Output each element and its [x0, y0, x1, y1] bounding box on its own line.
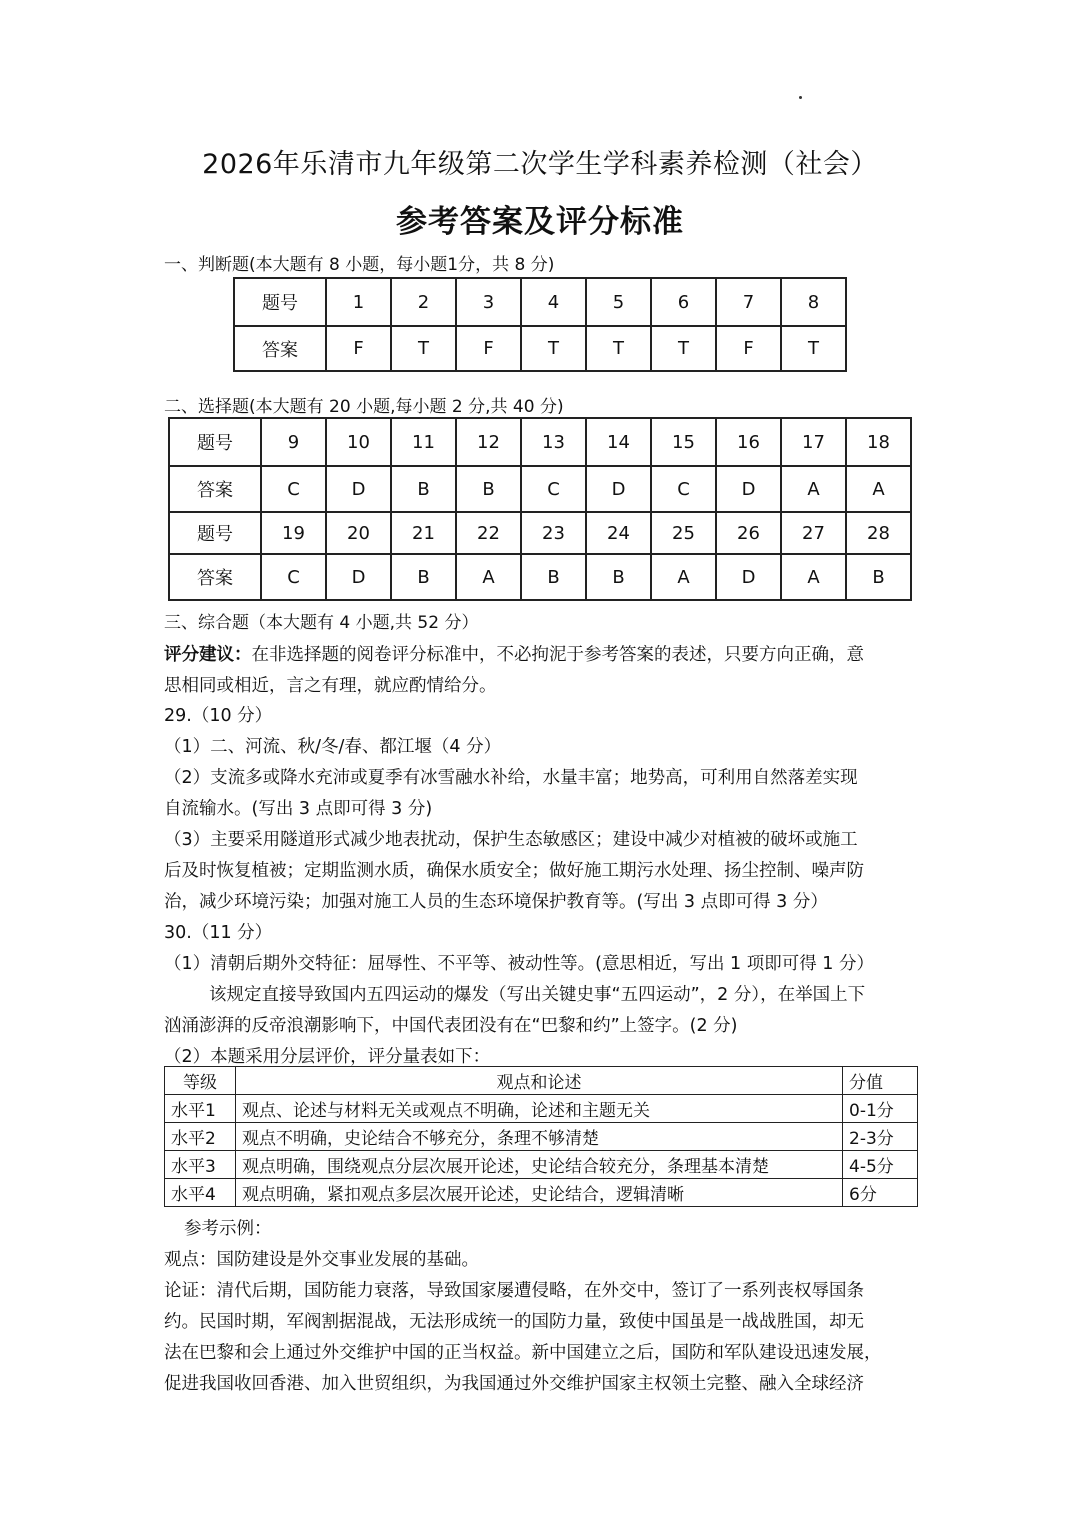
question-number: 28 [846, 512, 911, 554]
answer-cell: D [586, 466, 651, 512]
column-header: 分值 [843, 1067, 918, 1095]
description-cell: 观点不明确，史论结合不够充分，条理不够清楚 [236, 1123, 843, 1151]
argument-text: 促进我国收回香港、加入世贸组织，为我国通过外交维护国家主权领土完整、融入全球经济 [164, 1374, 864, 1394]
row-label: 答案 [169, 466, 261, 512]
question-number: 16 [716, 418, 781, 466]
description-cell: 观点、论述与材料无关或观点不明确，论述和主题无关 [236, 1095, 843, 1123]
answer-cell: D [716, 466, 781, 512]
question-number: 23 [521, 512, 586, 554]
advice-text: 在非选择题的阅卷评分标准中，不必拘泥于参考答案的表述，只要方向正确，意 [251, 645, 864, 665]
answer-cell: A [781, 466, 846, 512]
advice-text: 思相同或相近，言之有理，就应酌情给分。 [164, 676, 497, 696]
section2-heading: 二、选择题(本大题有 20 小题,每小题 2 分,共 40 分) [164, 397, 564, 417]
reference-example [164, 1214, 918, 1400]
answer-cell: D [716, 554, 781, 600]
level-cell: 水平1 [165, 1095, 236, 1123]
question-number: 24 [586, 512, 651, 554]
question-number: 22 [456, 512, 521, 554]
answer-cell: C [651, 466, 716, 512]
answer-cell: C [261, 466, 326, 512]
question-number: 9 [261, 418, 326, 466]
table-row [169, 418, 911, 466]
answer-cell: B [391, 466, 456, 512]
scan-speck [799, 96, 802, 99]
question-30 [164, 918, 918, 1073]
level-cell: 水平2 [165, 1123, 236, 1151]
question-head: 29.（10 分） [164, 706, 273, 726]
question-number: 18 [846, 418, 911, 466]
question-head: 30.（11 分） [164, 923, 273, 943]
multiple-choice-answer-table [168, 417, 912, 601]
question-number: 15 [651, 418, 716, 466]
answer-cell: T [391, 326, 456, 371]
answer-cell: B [521, 554, 586, 600]
row-label: 题号 [234, 278, 326, 326]
score-cell: 6分 [843, 1179, 918, 1207]
answer-cell: A [456, 554, 521, 600]
answer-text: 后及时恢复植被；定期监测水质，确保水质安全；做好施工期污水处理、扬尘控制、噪声防 [164, 861, 864, 881]
answer-text: （1）二、河流、秋/冬/春、都江堰（4 分） [164, 737, 502, 757]
answer-cell: B [586, 554, 651, 600]
question-number: 25 [651, 512, 716, 554]
question-number: 3 [456, 278, 521, 326]
answer-cell: C [521, 466, 586, 512]
example-label: 参考示例： [184, 1219, 272, 1239]
answer-cell: T [781, 326, 846, 371]
answer-cell: D [326, 466, 391, 512]
answer-cell: B [456, 466, 521, 512]
answer-text: 该规定直接导致国内五四运动的爆发（写出关键史事“五四运动”，2 分），在举国上下 [209, 985, 866, 1005]
question-number: 10 [326, 418, 391, 466]
question-number: 7 [716, 278, 781, 326]
page-title: 2026年乐清市九年级第二次学生学科素养检测（社会） [202, 149, 878, 180]
answer-text: （2）本题采用分层评价，评分量表如下： [164, 1047, 491, 1067]
question-number: 14 [586, 418, 651, 466]
score-cell: 2-3分 [843, 1123, 918, 1151]
table-row [165, 1123, 918, 1151]
row-label: 题号 [169, 418, 261, 466]
answer-cell: C [261, 554, 326, 600]
question-number: 12 [456, 418, 521, 466]
question-number: 2 [391, 278, 456, 326]
question-number: 6 [651, 278, 716, 326]
answer-text: 自流输水。(写出 3 点即可得 3 分) [164, 799, 433, 819]
description-cell: 观点明确，围绕观点分层次展开论述，史论结合较充分，条理基本清楚 [236, 1151, 843, 1179]
table-row [165, 1095, 918, 1123]
question-number: 19 [261, 512, 326, 554]
row-label: 答案 [234, 326, 326, 371]
question-number: 13 [521, 418, 586, 466]
question-number: 8 [781, 278, 846, 326]
level-cell: 水平3 [165, 1151, 236, 1179]
answer-cell: B [391, 554, 456, 600]
answer-text: （3）主要采用隧道形式减少地表扰动，保护生态敏感区；建设中减少对植被的破坏或施工 [164, 830, 858, 850]
column-header: 等级 [165, 1067, 236, 1095]
answer-text: （1）清朝后期外交特征：屈辱性、不平等、被动性等。(意思相近，写出 1 项即可得 1 分） [164, 954, 874, 974]
column-header: 观点和论述 [236, 1067, 843, 1095]
answer-cell: B [846, 554, 911, 600]
section3-heading: 三、综合题（本大题有 4 小题,共 52 分） [164, 613, 479, 633]
question-number: 26 [716, 512, 781, 554]
answer-cell: A [781, 554, 846, 600]
answer-cell: T [521, 326, 586, 371]
answer-cell: T [651, 326, 716, 371]
table-row [169, 466, 911, 512]
section1-heading: 一、判断题(本大题有 8 小题，每小题1分，共 8 分) [164, 255, 555, 275]
argument-text: 论证：清代后期，国防能力衰落，导致国家屡遭侵略，在外交中，签订了一系列丧权辱国条 [164, 1281, 864, 1301]
table-row [165, 1151, 918, 1179]
advice-label: 评分建议： [164, 645, 252, 665]
score-cell: 4-5分 [843, 1151, 918, 1179]
question-number: 11 [391, 418, 456, 466]
answer-text: （2）支流多或降水充沛或夏季有冰雪融水补给，水量丰富；地势高，可利用自然落差实现 [164, 768, 858, 788]
table-row [234, 278, 846, 326]
question-number: 5 [586, 278, 651, 326]
question-number: 21 [391, 512, 456, 554]
question-number: 17 [781, 418, 846, 466]
question-number: 27 [781, 512, 846, 554]
answer-cell: T [586, 326, 651, 371]
page-subtitle: 参考答案及评分标准 [396, 204, 684, 240]
row-label: 答案 [169, 554, 261, 600]
answer-cell: F [326, 326, 391, 371]
score-cell: 0-1分 [843, 1095, 918, 1123]
description-cell: 观点明确，紧扣观点多层次展开论述，史论结合，逻辑清晰 [236, 1179, 843, 1207]
argument-text: 法在巴黎和会上通过外交维护中国的正当权益。新中国建立之后，国防和军队建设迅速发展， [164, 1343, 882, 1363]
answer-cell: A [651, 554, 716, 600]
scoring-rubric-table [164, 1066, 918, 1207]
question-29 [164, 701, 918, 918]
table-row [169, 512, 911, 554]
level-cell: 水平4 [165, 1179, 236, 1207]
answer-cell: F [456, 326, 521, 371]
question-number: 1 [326, 278, 391, 326]
question-number: 4 [521, 278, 586, 326]
answer-cell: A [846, 466, 911, 512]
row-label: 题号 [169, 512, 261, 554]
true-false-answer-table [233, 277, 847, 372]
answer-text: 治，减少环境污染；加强对施工人员的生态环境保护教育等。(写出 3 点即可得 3 分） [164, 892, 828, 912]
argument-text: 约。民国时期，军阀割据混战，无法形成统一的国防力量，致使中国虽是一战战胜国，却无 [164, 1312, 864, 1332]
answer-cell: F [716, 326, 781, 371]
table-row [165, 1179, 918, 1207]
question-number: 20 [326, 512, 391, 554]
table-header-row [165, 1067, 918, 1095]
answer-text: 汹涌澎湃的反帝浪潮影响下，中国代表团没有在“巴黎和约”上签字。(2 分) [164, 1016, 738, 1036]
view-text: 观点：国防建设是外交事业发展的基础。 [164, 1250, 479, 1270]
answer-cell: D [326, 554, 391, 600]
table-row [169, 554, 911, 600]
grading-advice [164, 640, 918, 702]
table-row [234, 326, 846, 371]
